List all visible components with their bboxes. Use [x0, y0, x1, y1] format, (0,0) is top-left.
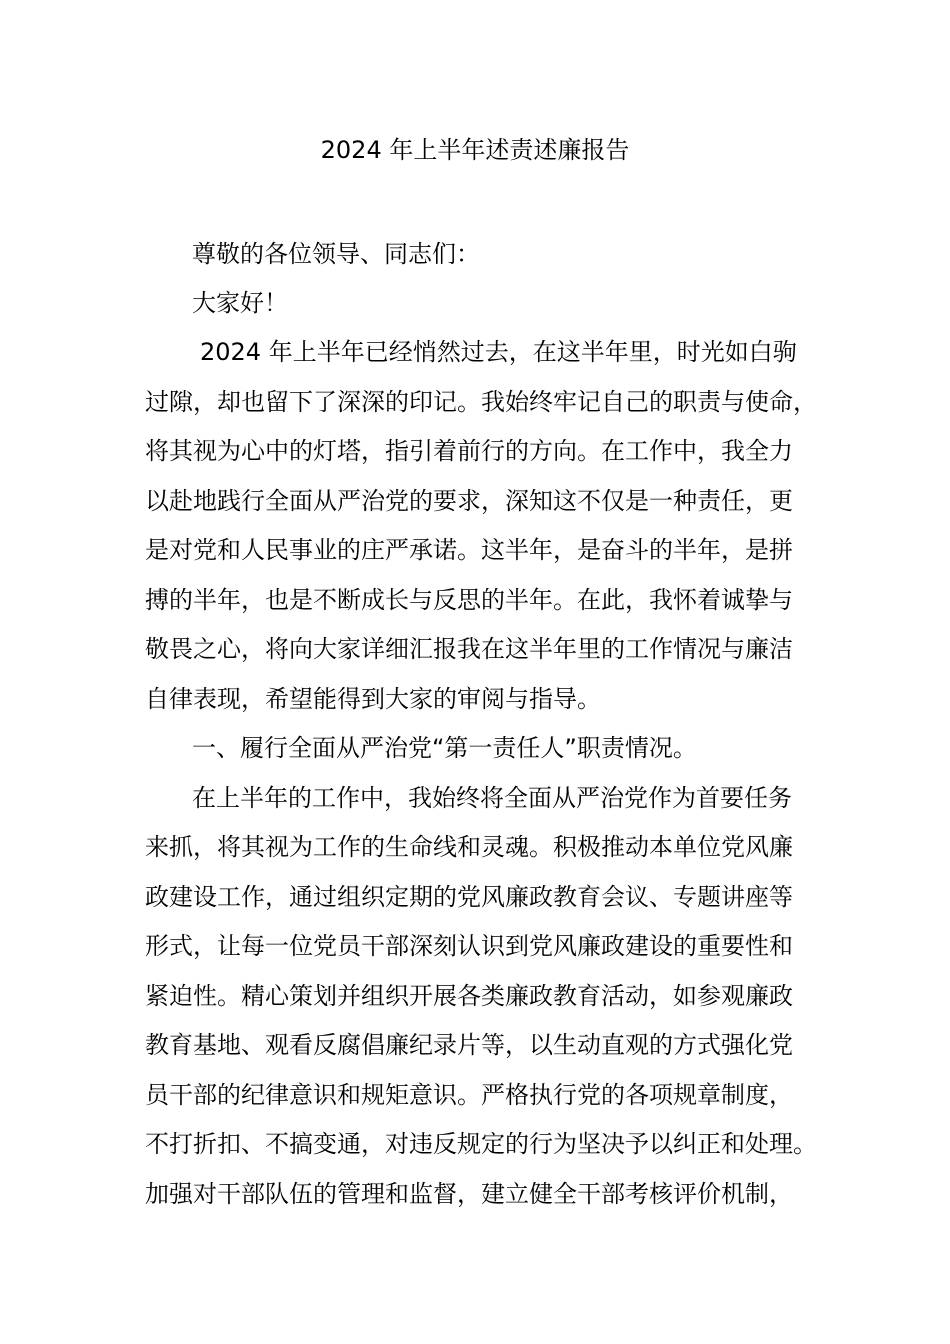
section-heading: 一、履行全面从严治党“第一责任人”职责情况。 [192, 734, 697, 762]
paragraph-line: 以赴地践行全面从严治党的要求，深知这不仅是一种责任，更 [145, 487, 793, 515]
paragraph-line: 将其视为心中的灯塔，指引着前行的方向。在工作中，我全力 [145, 437, 793, 465]
paragraph-line: 在上半年的工作中，我始终将全面从严治党作为首要任务 [192, 784, 792, 812]
paragraph-line: 过隙，却也留下了深深的印记。我始终牢记自己的职责与使命， [145, 388, 817, 416]
salutation: 尊敬的各位领导、同志们： [192, 240, 480, 268]
paragraph-line: 敬畏之心，将向大家详细汇报我在这半年里的工作情况与廉洁 [145, 635, 793, 663]
greeting: 大家好！ [192, 289, 288, 317]
paragraph-line: 自律表现，希望能得到大家的审阅与指导。 [145, 685, 601, 713]
paragraph-line: 来抓，将其视为工作的生命线和灵魂。积极推动本单位党风廉 [145, 833, 793, 861]
paragraph-line: 是对党和人民事业的庄严承诺。这半年，是奋斗的半年，是拼 [145, 536, 793, 564]
paragraph-line: 加强对干部队伍的管理和监督，建立健全干部考核评价机制， [145, 1180, 793, 1208]
paragraph-line: 2024 年上半年已经悄然过去，在这半年里，时光如白驹 [200, 338, 797, 366]
paragraph-line: 不打折扣、不搞变通，对违反规定的行为坚决予以纠正和处理。 [145, 1130, 817, 1158]
document-title: 2024 年上半年述责述廉报告 [320, 136, 630, 164]
paragraph-line: 员干部的纪律意识和规矩意识。严格执行党的各项规章制度， [145, 1081, 793, 1109]
paragraph-line: 教育基地、观看反腐倡廉纪录片等，以生动直观的方式强化党 [145, 1031, 793, 1059]
paragraph-line: 紧迫性。精心策划并组织开展各类廉政教育活动，如参观廉政 [145, 982, 793, 1010]
paragraph-line: 政建设工作，通过组织定期的党风廉政教育会议、专题讲座等 [145, 883, 793, 911]
paragraph-line: 搏的半年，也是不断成长与反思的半年。在此，我怀着诚挚与 [145, 586, 793, 614]
paragraph-line: 形式，让每一位党员干部深刻认识到党风廉政建设的重要性和 [145, 932, 793, 960]
